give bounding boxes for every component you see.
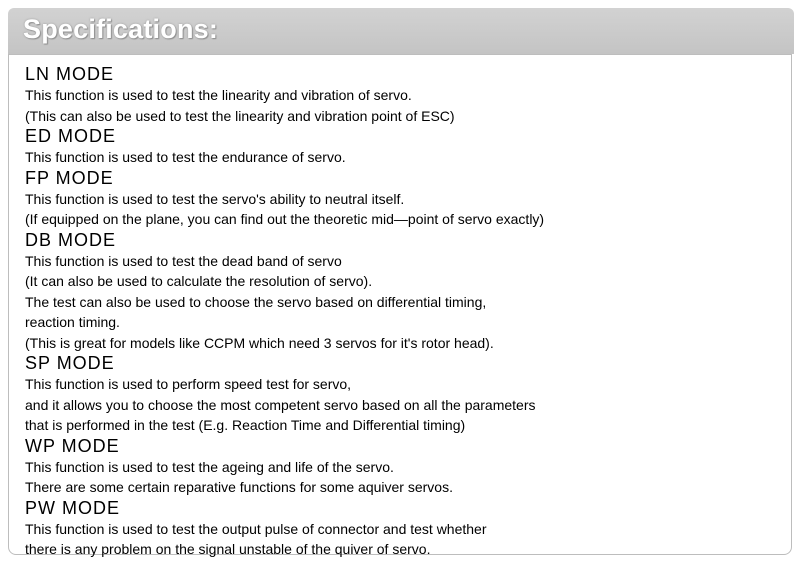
mode-title: DB MODE	[25, 229, 117, 250]
mode-description-line: This function is used to test the endurance of servo.	[25, 149, 346, 165]
mode-title: ED MODE	[25, 126, 117, 146]
mode-section-db	[25, 230, 783, 354]
mode-description-line: This function is used to test the output pulse of connector and test whether	[25, 520, 487, 537]
mode-description-line: and it allows you to choose the most competent servo based on all the parameters	[25, 396, 536, 413]
mode-title: WP MODE	[25, 435, 120, 456]
specifications-panel	[8, 54, 792, 555]
mode-description-line: (This is great for models like CCPM which need 3 servos for it's rotor head).	[25, 334, 494, 351]
mode-section-sp	[25, 353, 783, 436]
mode-title: PW MODE	[25, 497, 120, 518]
specifications-header	[8, 8, 794, 54]
mode-description-line: (This can also be used to test the linearity and vibration point of ESC)	[25, 107, 455, 124]
mode-description-line: This function is used to perform speed test for servo,	[25, 376, 352, 392]
mode-description-line: This function is used to test the dead band of servo	[25, 252, 342, 269]
mode-description-line: This function is used to test the servo's ability to neutral itself.	[25, 190, 405, 207]
mode-section-fp	[25, 168, 783, 230]
page-title: Specifications:	[23, 14, 219, 44]
mode-description-line: that is performed in the test (E.g. Reaction Time and Differential timing)	[25, 417, 466, 433]
mode-list	[25, 64, 783, 560]
mode-description-line: This function is used to test the ageing and life of the servo.	[25, 458, 394, 475]
mode-section-pw	[25, 498, 783, 560]
mode-title: LN MODE	[25, 64, 115, 84]
mode-section-ln	[25, 64, 783, 126]
mode-title: FP MODE	[25, 167, 114, 188]
mode-description-line: This function is used to test the linearity and vibration of servo.	[25, 87, 412, 103]
mode-description-line: there is any problem on the signal unstable of the quiver of servo.	[25, 541, 431, 557]
mode-section-wp	[25, 436, 783, 498]
mode-description-line: The test can also be used to choose the servo based on differential timing,	[25, 293, 487, 310]
mode-description-line: (If equipped on the plane, you can find out the theoretic mid—point of servo exactly)	[25, 211, 545, 227]
mode-description-line: reaction timing.	[25, 314, 120, 330]
mode-section-ed	[25, 126, 783, 168]
mode-description-line: There are some certain reparative functions for some aquiver servos.	[25, 479, 453, 495]
mode-description-line: (It can also be used to calculate the resolution of servo).	[25, 273, 373, 289]
mode-title: SP MODE	[25, 353, 115, 373]
